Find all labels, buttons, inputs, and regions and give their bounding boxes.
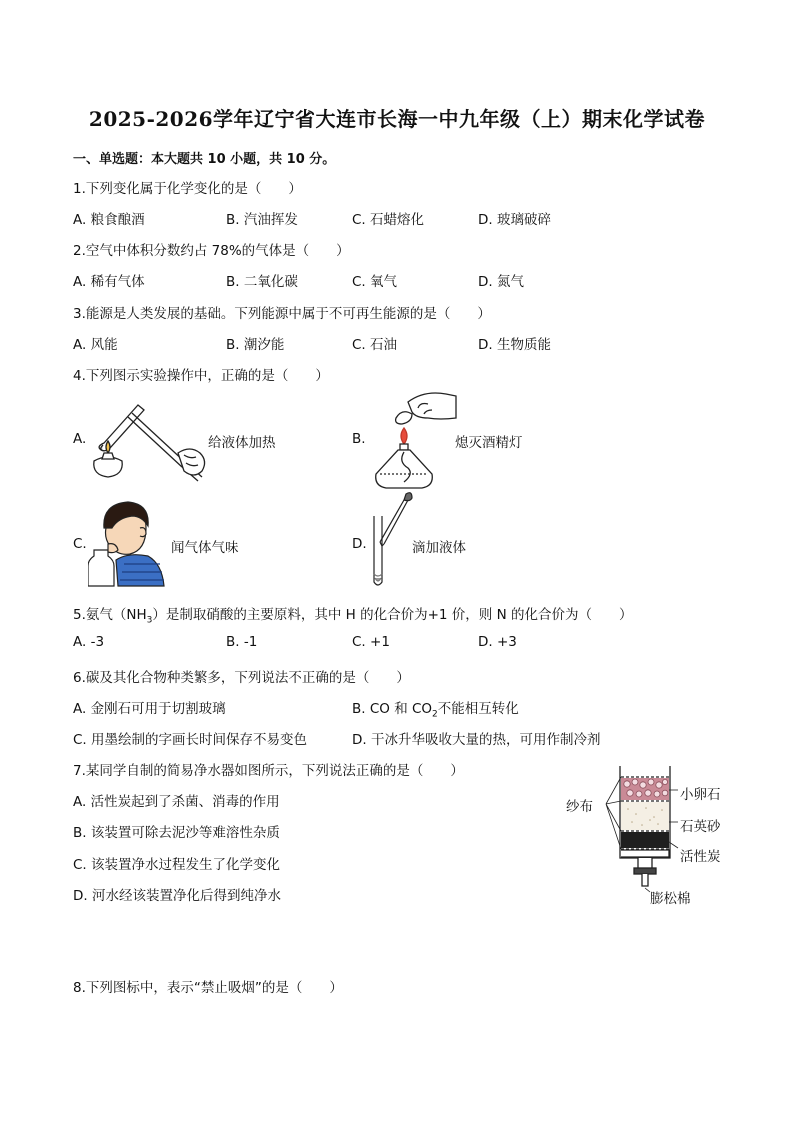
section-heading: 一、单选题：本大题共 10 小题，共 10 分。 <box>73 152 336 167</box>
q4-option-a-letter: A. <box>73 431 87 447</box>
q3-option-c: C. 石油 <box>352 337 398 353</box>
question-5-stem: 5.氨气$(NH_3)$是制取硝酸的主要原料，其中 H 的化合价为+1 价，则 N 的化合价为（ ） <box>73 607 633 626</box>
q7-option-b: B. 该装置可除去泥沙等难溶性杂质 <box>73 825 280 841</box>
q4-option-d-caption: 滴加液体 <box>412 540 466 556</box>
q5-option-b: B. -1 <box>226 634 258 650</box>
q4-option-d-letter: D. <box>352 536 367 552</box>
q3-option-d: D. 生物质能 <box>478 337 551 353</box>
q4-option-a-caption: 给液体加热 <box>208 435 276 451</box>
q4-option-b-letter: B. <box>352 431 366 447</box>
q4-option-c-letter: C. <box>73 536 87 552</box>
question-4-stem: 4.下列图示实验操作中，正确的是（ ） <box>73 368 329 384</box>
heating-liquid-figure <box>86 395 212 487</box>
q7-option-a: A. 活性炭起到了杀菌、消毒的作用 <box>73 794 280 810</box>
q2-option-b: B. 二氧化碳 <box>226 274 298 290</box>
q7-option-d: D. 河水经该装置净化后得到纯净水 <box>73 888 281 904</box>
q3-option-a: A. 风能 <box>73 337 118 353</box>
label-cotton: 膨松棉 <box>650 891 691 907</box>
q6-option-d: D. 干冰升华吸收大量的热，可用作制冷剂 <box>352 732 601 748</box>
q6-option-c: C. 用墨绘制的字画长时间保存不易变色 <box>73 732 308 748</box>
q2-option-c: C. 氧气 <box>352 274 398 290</box>
q4-option-c-caption: 闻气体气味 <box>171 540 239 556</box>
label-activated-carbon: 活性炭 <box>680 849 721 865</box>
q2-option-d: D. 氮气 <box>478 274 524 290</box>
question-3-stem: 3.能源是人类发展的基础。下列能源中属于不可再生能源的是（ ） <box>73 306 491 322</box>
q1-option-b: B. 汽油挥发 <box>226 212 298 228</box>
q2-option-a: A. 稀有气体 <box>73 274 145 290</box>
page-title: 2025-2026学年辽宁省大连市长海一中九年级（上）期末化学试卷 <box>88 107 706 131</box>
question-7-stem: 7.某同学自制的简易净水器如图所示，下列说法正确的是（ ） <box>73 763 464 779</box>
q1-option-a: A. 粮食酿酒 <box>73 212 145 228</box>
smell-gas-figure <box>88 498 166 588</box>
q5-option-d: D. +3 <box>478 634 517 650</box>
question-6-stem: 6.碳及其化合物种类繁多，下列说法不正确的是（ ） <box>73 670 410 686</box>
q1-option-d: D. 玻璃破碎 <box>478 212 551 228</box>
drop-liquid-figure <box>366 488 416 590</box>
label-gauze: 纱布 <box>566 799 593 815</box>
q1-option-c: C. 石蜡熔化 <box>352 212 425 228</box>
q6-option-a: A. 金刚石可用于切割玻璃 <box>73 701 226 717</box>
question-1-stem: 1.下列变化属于化学变化的是（ ） <box>73 181 302 197</box>
label-quartz-sand: 石英砂 <box>680 819 721 835</box>
question-2-stem: 2.空气中体积分数约占 78%的气体是（ ） <box>73 243 350 259</box>
q7-option-c: C. 该装置净水过程发生了化学变化 <box>73 857 281 873</box>
q5-option-a: A. -3 <box>73 634 105 650</box>
q5-option-c: C. +1 <box>352 634 390 650</box>
label-pebbles: 小卵石 <box>680 787 721 803</box>
q3-option-b: B. 潮汐能 <box>226 337 285 353</box>
extinguish-lamp-figure <box>368 388 460 492</box>
q6-option-b: B. CO 和 $CO_2$不能相互转化 <box>352 701 519 720</box>
q4-option-b-caption: 熄灭酒精灯 <box>455 435 523 451</box>
question-8-stem: 8.下列图标中，表示“禁止吸烟”的是（ ） <box>73 980 343 996</box>
